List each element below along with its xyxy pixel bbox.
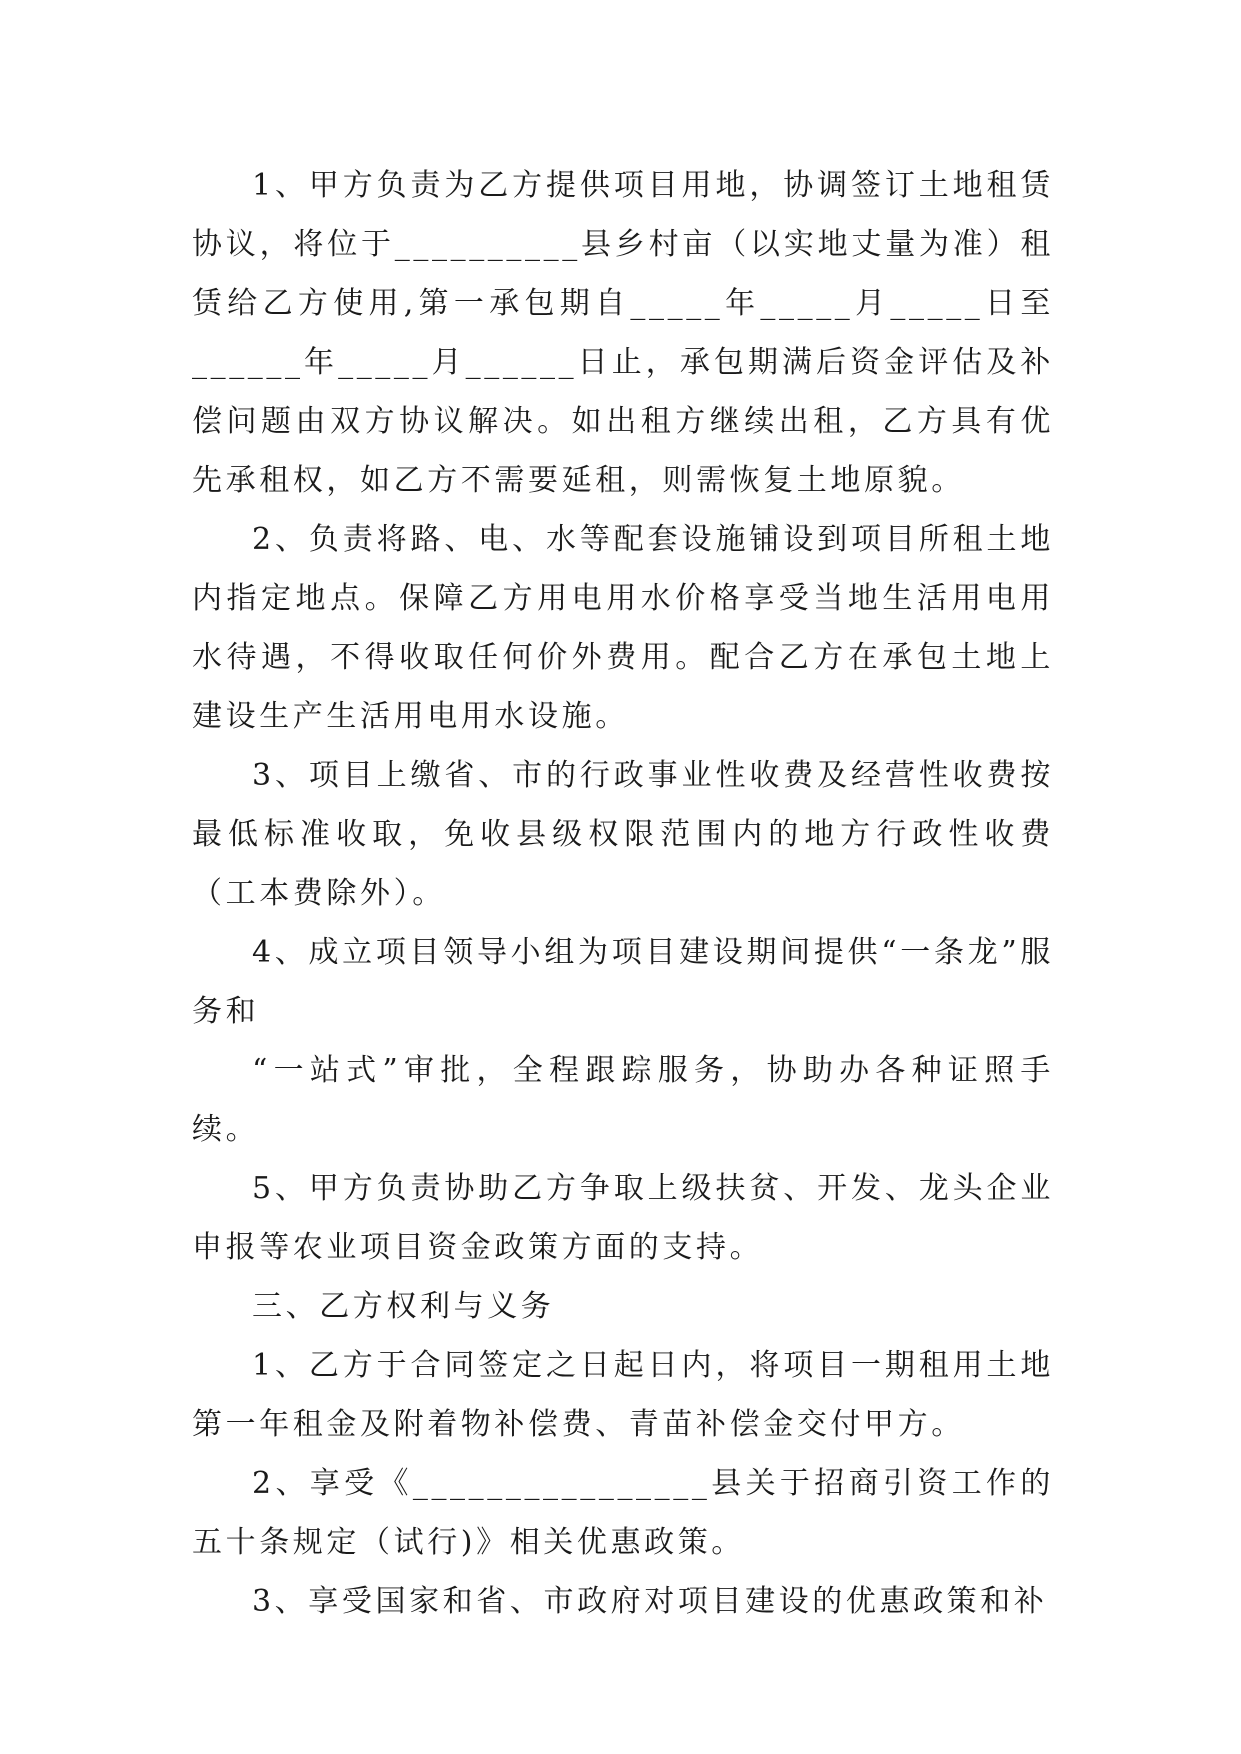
paragraph-land-provision: 1、甲方负责为乙方提供项目用地，协调签订土地租赁协议，将位于__________县乡村亩（以实地丈量为准）租赁给乙方使用,第一承包期自_____年_____月_____日至______年_____月______日止，承包期满后资金评估及补偿问题由双方协议解决。如出租方继续出租，乙方具有优先承租权，如乙方不需要延租，则需恢复土地原貌。 — [192, 168, 1054, 498]
paragraph-rent-payment: 1、乙方于合同签定之日起日内，将项目一期租用土地第一年租金及附着物补偿费、青苗补偿金交付甲方。 — [192, 1348, 1054, 1442]
paragraph-leadership-group: 4、成立项目领导小组为项目建设期间提供“一条龙”服务和 — [192, 935, 1054, 1029]
paragraph-infrastructure: 2、负责将路、电、水等配套设施铺设到项目所租土地内指定地点。保障乙方用电用水价格享受当地生活用电用水待遇，不得收取任何价外费用。配合乙方在承包土地上建设生产生活用电用水设施。 — [192, 522, 1054, 734]
paragraph-state-policy: 3、享受国家和省、市政府对项目建设的优惠政策和补 — [252, 1584, 1048, 1619]
paragraph-fees: 3、项目上缴省、市的行政事业性收费及经营性收费按最低标准收取，免收县级权限范围内的地方行政性收费（工本费除外）。 — [192, 758, 1054, 911]
paragraph-one-stop-approval: “一站式”审批，全程跟踪服务，协助办各种证照手续。 — [192, 1053, 1054, 1147]
paragraph-funding-support: 5、甲方负责协助乙方争取上级扶贫、开发、龙头企业申报等农业项目资金政策方面的支持。 — [192, 1171, 1054, 1265]
document-body — [192, 156, 1054, 1631]
paragraph-preferential-policy: 2、享受《________________县关于招商引资工作的五十条规定（试行)》相关优惠政策。 — [192, 1466, 1054, 1560]
section-heading-party-b: 三、乙方权利与义务 — [252, 1289, 555, 1324]
